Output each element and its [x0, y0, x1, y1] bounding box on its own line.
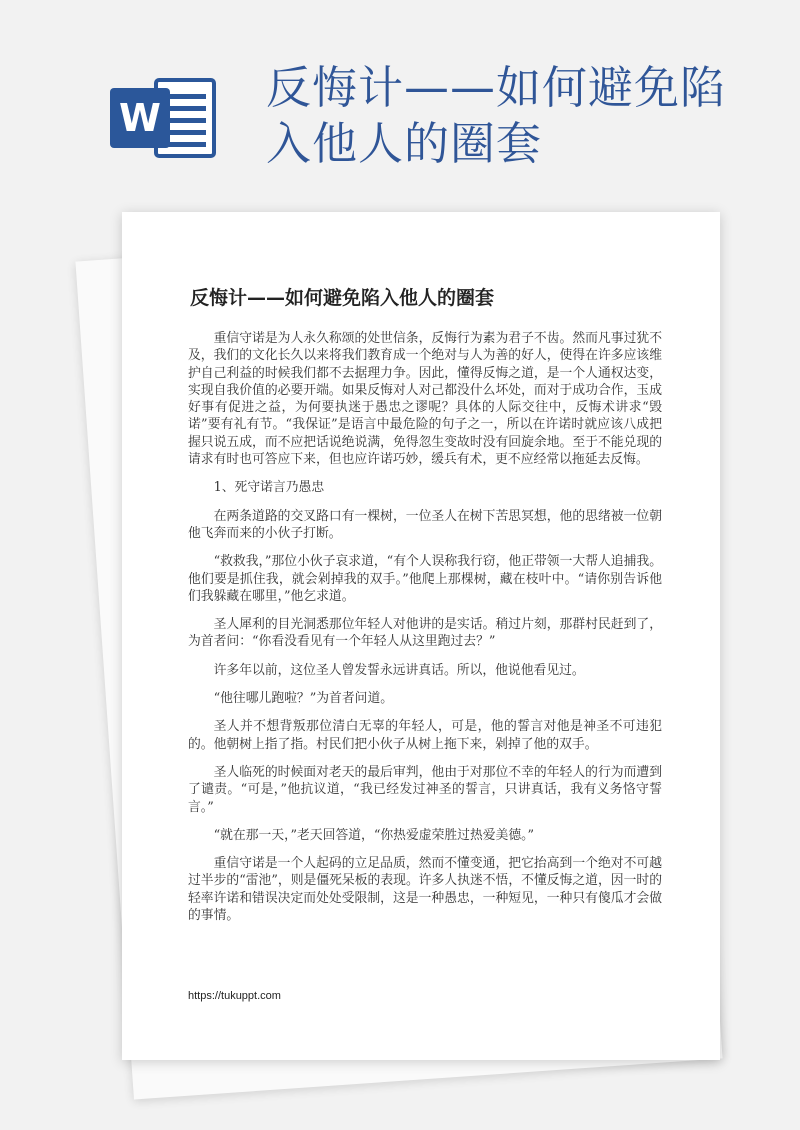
word-document-icon [110, 76, 220, 160]
document-title: 反悔计——如何避免陷入他人的圈套 [190, 287, 495, 309]
section-heading: 1、死守诺言乃愚忠 [213, 480, 325, 496]
paragraph: 许多年以前，这位圣人曾发誓永远讲真话。所以，他说他看见过。 [213, 662, 585, 678]
paragraph: 圣人临死的时候面对老天的最后审判，他由于对那位不幸的年轻人的行为而遭到了谴责。“可是，”他抗议道，“我已经发过神圣的誓言，只讲真话，我有义务恪守誓言。” [188, 764, 662, 815]
paragraph: “他往哪儿跑啦？”为首者问道。 [213, 691, 394, 707]
document-body [188, 330, 662, 935]
paragraph: 圣人并不想背叛那位清白无辜的年轻人，可是，他的誓言对他是神圣不可违犯的。他朝树上指了指。村民们把小伙子从树上拖下来，剁掉了他的双手。 [188, 719, 662, 752]
banner-title-line-2: 入他人的圈套 [266, 117, 543, 170]
banner-title [266, 60, 746, 172]
source-url: https://tukuppt.com [188, 990, 281, 1002]
paragraph: 圣人犀利的目光洞悉那位年轻人对他讲的是实话。稍过片刻，那群村民赶到了，为首者问：“你看没看见有一个年轻人从这里跑过去？” [188, 617, 662, 650]
svg-text:W: W [119, 96, 161, 140]
paragraph: “就在那一天，”老天回答道，“你热爱虚荣胜过热爱美德。” [213, 827, 535, 843]
paragraph: 在两条道路的交叉路口有一棵树，一位圣人在树下苦思冥想，他的思绪被一位朝他飞奔而来的小伙子打断。 [188, 508, 662, 541]
paragraph: “救救我，”那位小伙子哀求道，“有个人误称我行窃，他正带领一大帮人追捕我。他们要是抓住我，就会剁掉我的双手。”他爬上那棵树，藏在枝叶中。“请你别告诉他们我躲藏在哪里，”他乞求道。 [188, 554, 662, 604]
paragraph: 重信守诺是一个人起码的立足品质，然而不懂变通，把它抬高到一个绝对不可越过半步的“雷池”，则是僵死呆板的表现。许多人执迷不悟，不懂反悔之道，因一时的轻率许诺和错误决定而处处受限制，这是一种愚忠，一种短见，一种只有傻瓜才会做的事情。 [188, 856, 662, 924]
banner-title-line-1: 反悔计——如何避免陷 [266, 61, 727, 114]
paragraph: 重信守诺是为人永久称颂的处世信条，反悔行为素为君子不齿。然而凡事过犹不及，我们的文化长久以来将我们教育成一个绝对与人为善的好人，使得在许多应该维护自己利益的时候我们都不去据理力争。因此，懂得反悔之道，是一个人通权达变，实现自我价值的必要开端。如果反悔对人对己都没什么坏处，而对于成功合作，玉成好事有促进之益，为何要执迷于愚忠之谬呢？具体的人际交往中，反悔术讲求“毁诺”要有礼有节。“我保证”是语言中最危险的句子之一，所以在许诺时就应该八成把握只说五成，而不应把话说绝说满，免得忽生变故时没有回旋余地。至于不能兑现的请求有时也可答应下来，但也应许诺巧妙，缓兵有术，更不应经常以拖延去反悔。 [188, 331, 662, 468]
